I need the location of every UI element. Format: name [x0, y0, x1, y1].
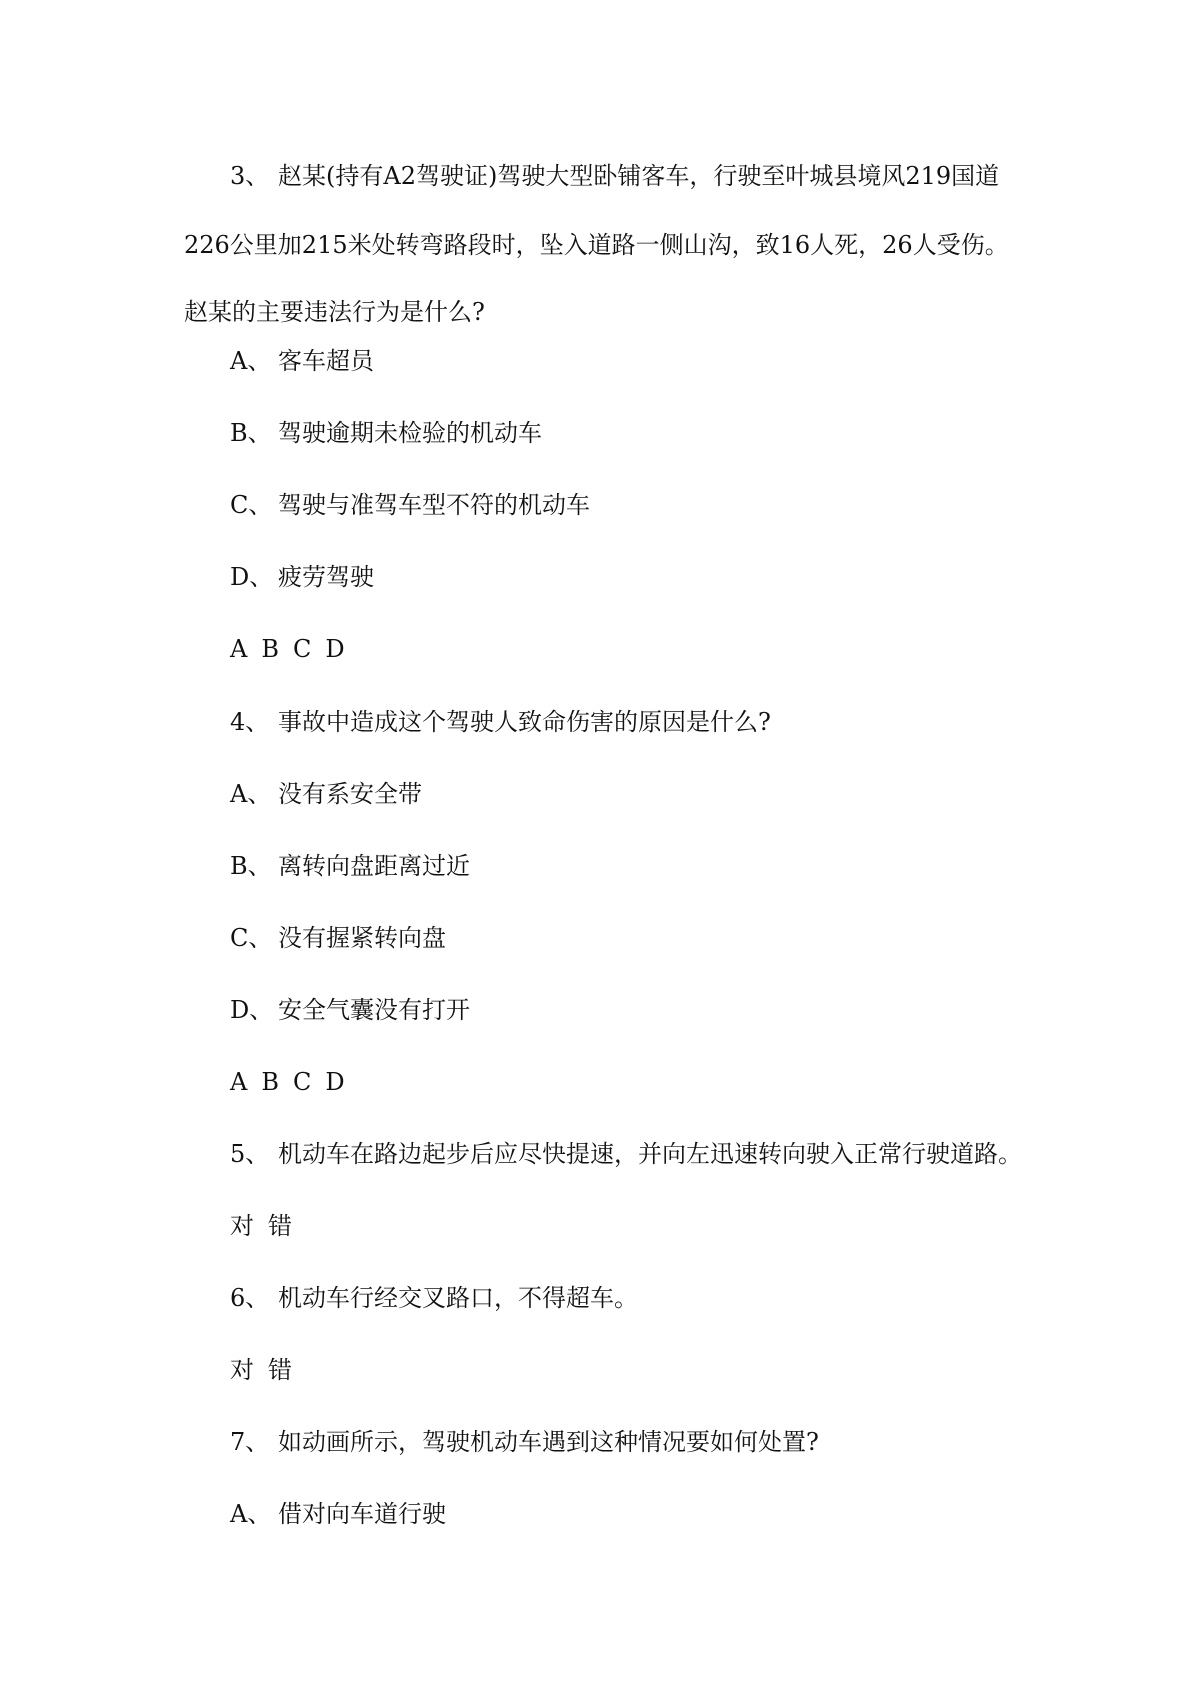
question-3-option-d: D、 疲劳驾驶 — [230, 563, 374, 591]
question-3-number: 3、 — [230, 162, 270, 190]
question-6-number: 6、 — [230, 1284, 270, 1312]
question-3-line-2: 226公里加215米处转弯路段时，坠入道路一侧山沟，致16人死，26人受伤。 — [184, 231, 1009, 259]
option-text: 安全气囊没有打开 — [278, 996, 470, 1024]
question-7-text: 如动画所示，驾驶机动车遇到这种情况要如何处置? — [278, 1428, 819, 1456]
question-3-text-line-1: 赵某(持有A2驾驶证)驾驶大型卧铺客车，行驶至叶城县境风219国道 — [278, 162, 1000, 190]
option-text: 驾驶逾期未检验的机动车 — [278, 419, 542, 447]
option-text: 疲劳驾驶 — [278, 563, 374, 591]
option-text: 借对向车道行驶 — [278, 1500, 446, 1528]
question-3-option-c: C、 驾驶与准驾车型不符的机动车 — [230, 491, 590, 519]
option-text: 客车超员 — [278, 347, 374, 375]
option-text: 驾驶与准驾车型不符的机动车 — [278, 491, 590, 519]
question-7 — [230, 1424, 819, 1460]
question-5-number: 5、 — [230, 1140, 270, 1168]
question-4 — [230, 704, 771, 740]
question-4-number: 4、 — [230, 708, 270, 736]
question-5-answer-choices: 对 错 — [230, 1212, 292, 1240]
question-6 — [230, 1280, 638, 1316]
question-3-answer-choices: A B C D — [230, 635, 345, 663]
question-6-answer-choices: 对 错 — [230, 1356, 292, 1384]
question-3-line-1 — [230, 158, 999, 194]
question-5-text: 机动车在路边起步后应尽快提速，并向左迅速转向驶入正常行驶道路。 — [278, 1140, 1022, 1168]
option-text: 离转向盘距离过近 — [278, 852, 470, 880]
question-7-option-a: A、 借对向车道行驶 — [230, 1500, 446, 1528]
question-7-number: 7、 — [230, 1428, 270, 1456]
question-4-option-b: B、 离转向盘距离过近 — [230, 852, 470, 880]
question-4-option-a: A、 没有系安全带 — [230, 780, 422, 808]
question-4-option-d: D、 安全气囊没有打开 — [230, 996, 470, 1024]
question-4-answer-choices: A B C D — [230, 1068, 345, 1096]
question-3-option-a: A、 客车超员 — [230, 347, 374, 375]
option-text: 没有握紧转向盘 — [278, 924, 446, 952]
question-5 — [230, 1136, 1022, 1172]
question-3-option-b: B、 驾驶逾期未检验的机动车 — [230, 419, 542, 447]
question-6-text: 机动车行经交叉路口，不得超车。 — [278, 1284, 638, 1312]
option-text: 没有系安全带 — [278, 780, 422, 808]
question-4-text: 事故中造成这个驾驶人致命伤害的原因是什么? — [278, 708, 771, 736]
question-4-option-c: C、 没有握紧转向盘 — [230, 924, 446, 952]
question-3-line-3: 赵某的主要违法行为是什么? — [184, 298, 485, 326]
